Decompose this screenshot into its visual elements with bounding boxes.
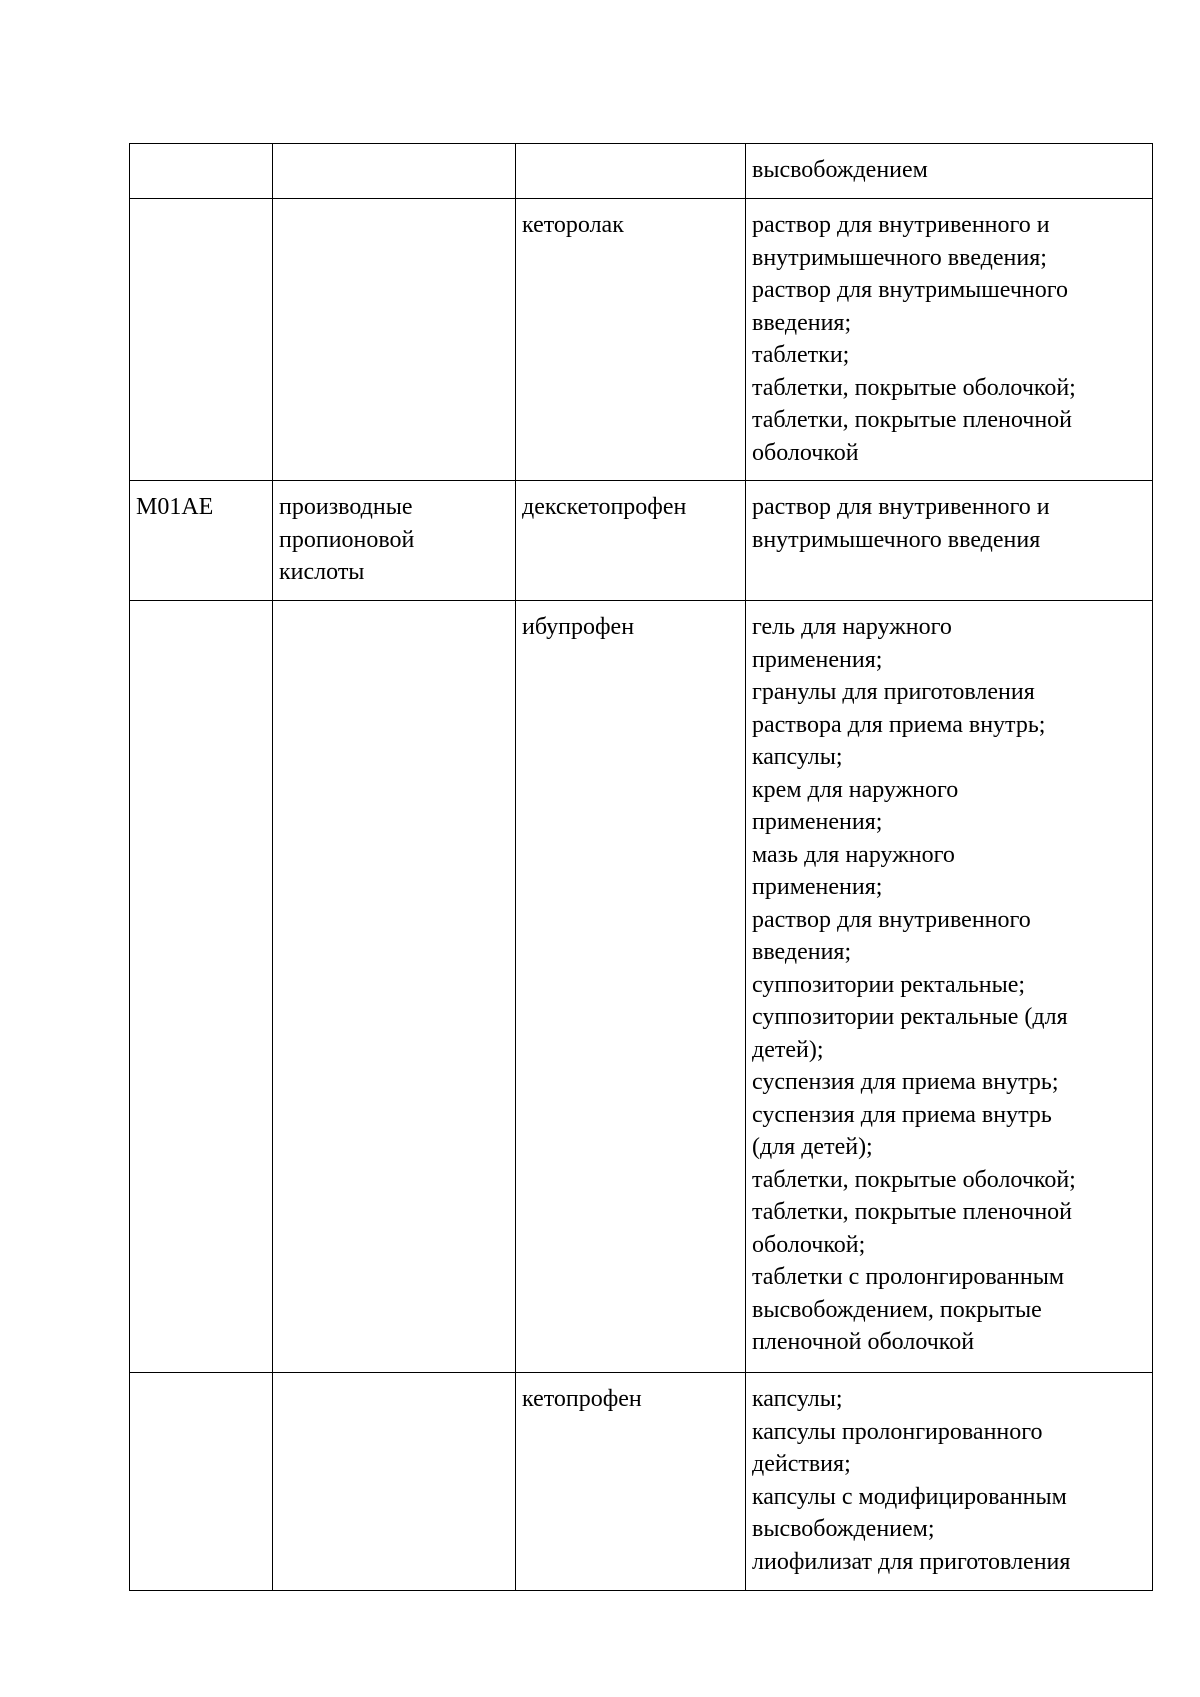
table-row	[130, 199, 1153, 481]
atc-code-cell	[130, 144, 273, 199]
group-cell	[273, 199, 516, 481]
dosage-form-line: раствор для внутривенного	[752, 906, 1031, 933]
dosage-form-line: мазь для наружного	[752, 841, 955, 868]
dosage-form-line: оболочкой	[752, 439, 859, 466]
dosage-form-line: детей);	[752, 1036, 824, 1063]
dosage-form-line: высвобождением, покрытые	[752, 1296, 1042, 1323]
drug-name-cell	[516, 199, 746, 481]
atc-code-cell	[130, 481, 273, 601]
dosage-form-line: введения;	[752, 939, 852, 965]
drug-table	[129, 143, 1153, 1591]
dosage-forms-cell	[746, 601, 1153, 1373]
drug-name-cell	[516, 1373, 746, 1591]
dosage-form-line: капсулы пролонгированного	[752, 1418, 1043, 1445]
table-row	[130, 481, 1153, 601]
dosage-form-line: таблетки, покрытые пленочной	[752, 407, 1073, 433]
group-cell	[273, 1373, 516, 1591]
dosage-form-line: внутримышечного введения;	[752, 244, 1047, 271]
dosage-form-line: суспензия для приема внутрь;	[752, 1069, 1059, 1095]
dosage-form-line: раствор для внутривенного и	[752, 212, 1050, 238]
group-cell	[273, 481, 516, 601]
drug-name-cell	[516, 481, 746, 601]
dosage-form-line: таблетки;	[752, 342, 850, 368]
dosage-form-line: действия;	[752, 1451, 851, 1477]
dosage-form-line: применения;	[752, 646, 883, 673]
drug-name-cell	[516, 601, 746, 1373]
drug-name: кетопрофен	[522, 1386, 642, 1412]
dosage-form-line: раствор для внутримышечного	[752, 277, 1068, 303]
dosage-form-line: раствор для внутривенного и	[752, 494, 1050, 520]
drug-name: ибупрофен	[522, 614, 635, 640]
drug-name-cell	[516, 144, 746, 199]
dosage-form-line: гель для наружного	[752, 614, 952, 640]
dosage-form-line: лиофилизат для приготовления	[752, 1548, 1071, 1575]
dosage-form-line: суспензия для приема внутрь	[752, 1101, 1052, 1128]
dosage-form-line: таблетки с пролонгированным	[752, 1264, 1065, 1290]
atc-code-cell	[130, 199, 273, 481]
dosage-form-line: капсулы с модифицированным	[752, 1483, 1067, 1510]
dosage-form-line: капсулы;	[752, 1386, 843, 1412]
dosage-form-line: капсулы;	[752, 744, 843, 770]
dosage-form-line: крем для наружного	[752, 776, 959, 803]
dosage-form-line: введения;	[752, 309, 852, 336]
dosage-form-line: оболочкой;	[752, 1231, 866, 1258]
dosage-form-line: применения;	[752, 874, 883, 900]
atc-code: M01AE	[136, 494, 214, 520]
dosage-forms-cell	[746, 199, 1153, 481]
dosage-form-line: таблетки, покрытые оболочкой;	[752, 374, 1076, 401]
table-row	[130, 144, 1153, 199]
table-row	[130, 601, 1153, 1373]
atc-code-cell	[130, 601, 273, 1373]
atc-code-cell	[130, 1373, 273, 1591]
dosage-form-line: таблетки, покрытые пленочной	[752, 1199, 1073, 1225]
group-line: производные	[279, 494, 413, 520]
dosage-forms-cell	[746, 144, 1153, 199]
drug-name: декскетопрофен	[522, 494, 687, 520]
dosage-form-line: таблетки, покрытые оболочкой;	[752, 1166, 1076, 1193]
group-line: пропионовой	[279, 526, 415, 553]
drug-name: кеторолак	[522, 212, 624, 238]
dosage-form-line: внутримышечного введения	[752, 526, 1041, 553]
dosage-form-line: (для детей);	[752, 1134, 873, 1160]
dosage-form-line: применения;	[752, 809, 883, 835]
dosage-form-line: высвобождением	[752, 157, 928, 183]
dosage-forms-cell	[746, 1373, 1153, 1591]
dosage-form-line: гранулы для приготовления	[752, 679, 1035, 705]
dosage-form-line: пленочной оболочкой	[752, 1329, 975, 1355]
dosage-form-line: суппозитории ректальные (для	[752, 1004, 1068, 1030]
group-cell	[273, 144, 516, 199]
group-line: кислоты	[279, 559, 365, 585]
dosage-form-line: раствора для приема внутрь;	[752, 711, 1046, 738]
group-cell	[273, 601, 516, 1373]
dosage-form-line: высвобождением;	[752, 1516, 935, 1542]
dosage-form-line: суппозитории ректальные;	[752, 971, 1026, 998]
table-row	[130, 1373, 1153, 1591]
dosage-forms-cell	[746, 481, 1153, 601]
